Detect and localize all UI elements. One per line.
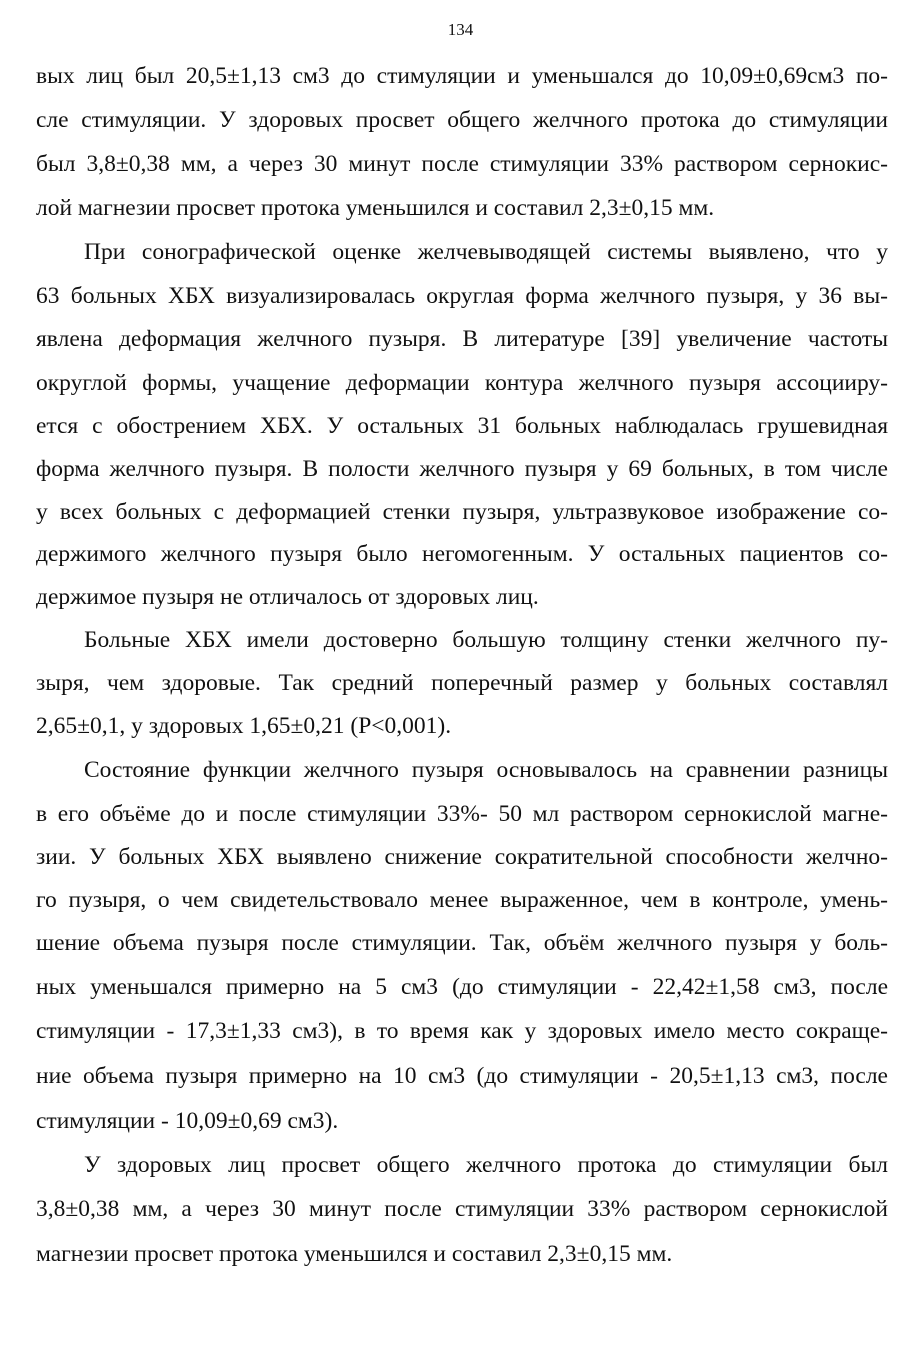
page-number: 134 <box>447 20 474 39</box>
paragraph-first-line: При сонографической оценке желчевыводящей системы выявлено, что у <box>84 239 888 265</box>
text-line: магнезии просвет протока уменьшился и составил 2,3±0,15 мм. <box>36 1241 673 1267</box>
text-line: был 3,8±0,38 мм, а через 30 минут после стимуляции 33% раствором сернокис- <box>36 151 888 177</box>
text-line: у всех больных с деформацией стенки пузыря, ультразвуковое изображение со- <box>36 499 888 525</box>
text-line: ние объема пузыря примерно на 10 см3 (до стимуляции - 20,5±1,13 см3, после <box>36 1063 888 1089</box>
text-line: в его объёме до и после стимуляции 33%- 50 мл раствором сернокислой магне- <box>36 801 888 827</box>
text-line: зыря, чем здоровые. Так средний поперечный размер у больных составлял <box>36 670 888 696</box>
text-line: сле стимуляции. У здоровых просвет общего желчного протока до стимуляции <box>36 107 888 133</box>
text-line: держимое пузыря не отличалось от здоровых лиц. <box>36 584 539 610</box>
text-line: стимуляции - 10,09±0,69 см3). <box>36 1108 339 1134</box>
text-line: явлена деформация желчного пузыря. В литературе [39] увеличение частоты <box>36 326 888 352</box>
paragraph-first-line: Состояние функции желчного пузыря основывалось на сравнении разницы <box>84 757 888 783</box>
text-line: вых лиц был 20,5±1,13 см3 до стимуляции и уменьшался до 10,09±0,69см3 по- <box>36 63 888 89</box>
text-line: стимуляции - 17,3±1,33 см3), в то время как у здоровых имело место сокраще- <box>36 1018 888 1044</box>
text-line: держимого желчного пузыря было негомогенным. У остальных пациентов со- <box>36 541 888 567</box>
text-line: форма желчного пузыря. В полости желчного пузыря у 69 больных, в том числе <box>36 456 888 482</box>
text-line: зии. У больных ХБХ выявлено снижение сократительной способности желчно- <box>36 844 888 870</box>
paragraph-first-line: Больные ХБХ имели достоверно большую толщину стенки желчного пу- <box>84 627 888 653</box>
text-line: шение объема пузыря после стимуляции. Так, объём желчного пузыря у боль- <box>36 930 888 956</box>
text-line: го пузыря, о чем свидетельствовало менее выраженное, чем в контроле, умень- <box>36 887 888 913</box>
text-line: лой магнезии просвет протока уменьшился и составил 2,3±0,15 мм. <box>36 195 715 221</box>
text-line: 63 больных ХБХ визуализировалась округлая форма желчного пузыря, у 36 вы- <box>36 283 888 309</box>
text-line: ется с обострением ХБХ. У остальных 31 больных наблюдалась грушевидная <box>36 413 888 439</box>
text-line: ных уменьшался примерно на 5 см3 (до стимуляции - 22,42±1,58 см3, после <box>36 974 888 1000</box>
text-line: округлой формы, учащение деформации контура желчного пузыря ассоцииру- <box>36 370 888 396</box>
paragraph-first-line: У здоровых лиц просвет общего желчного протока до стимуляции был <box>84 1152 888 1178</box>
text-line: 2,65±0,1, у здоровых 1,65±0,21 (Р<0,001). <box>36 713 452 739</box>
text-line: 3,8±0,38 мм, а через 30 минут после стимуляции 33% раствором сернокислой <box>36 1196 888 1222</box>
